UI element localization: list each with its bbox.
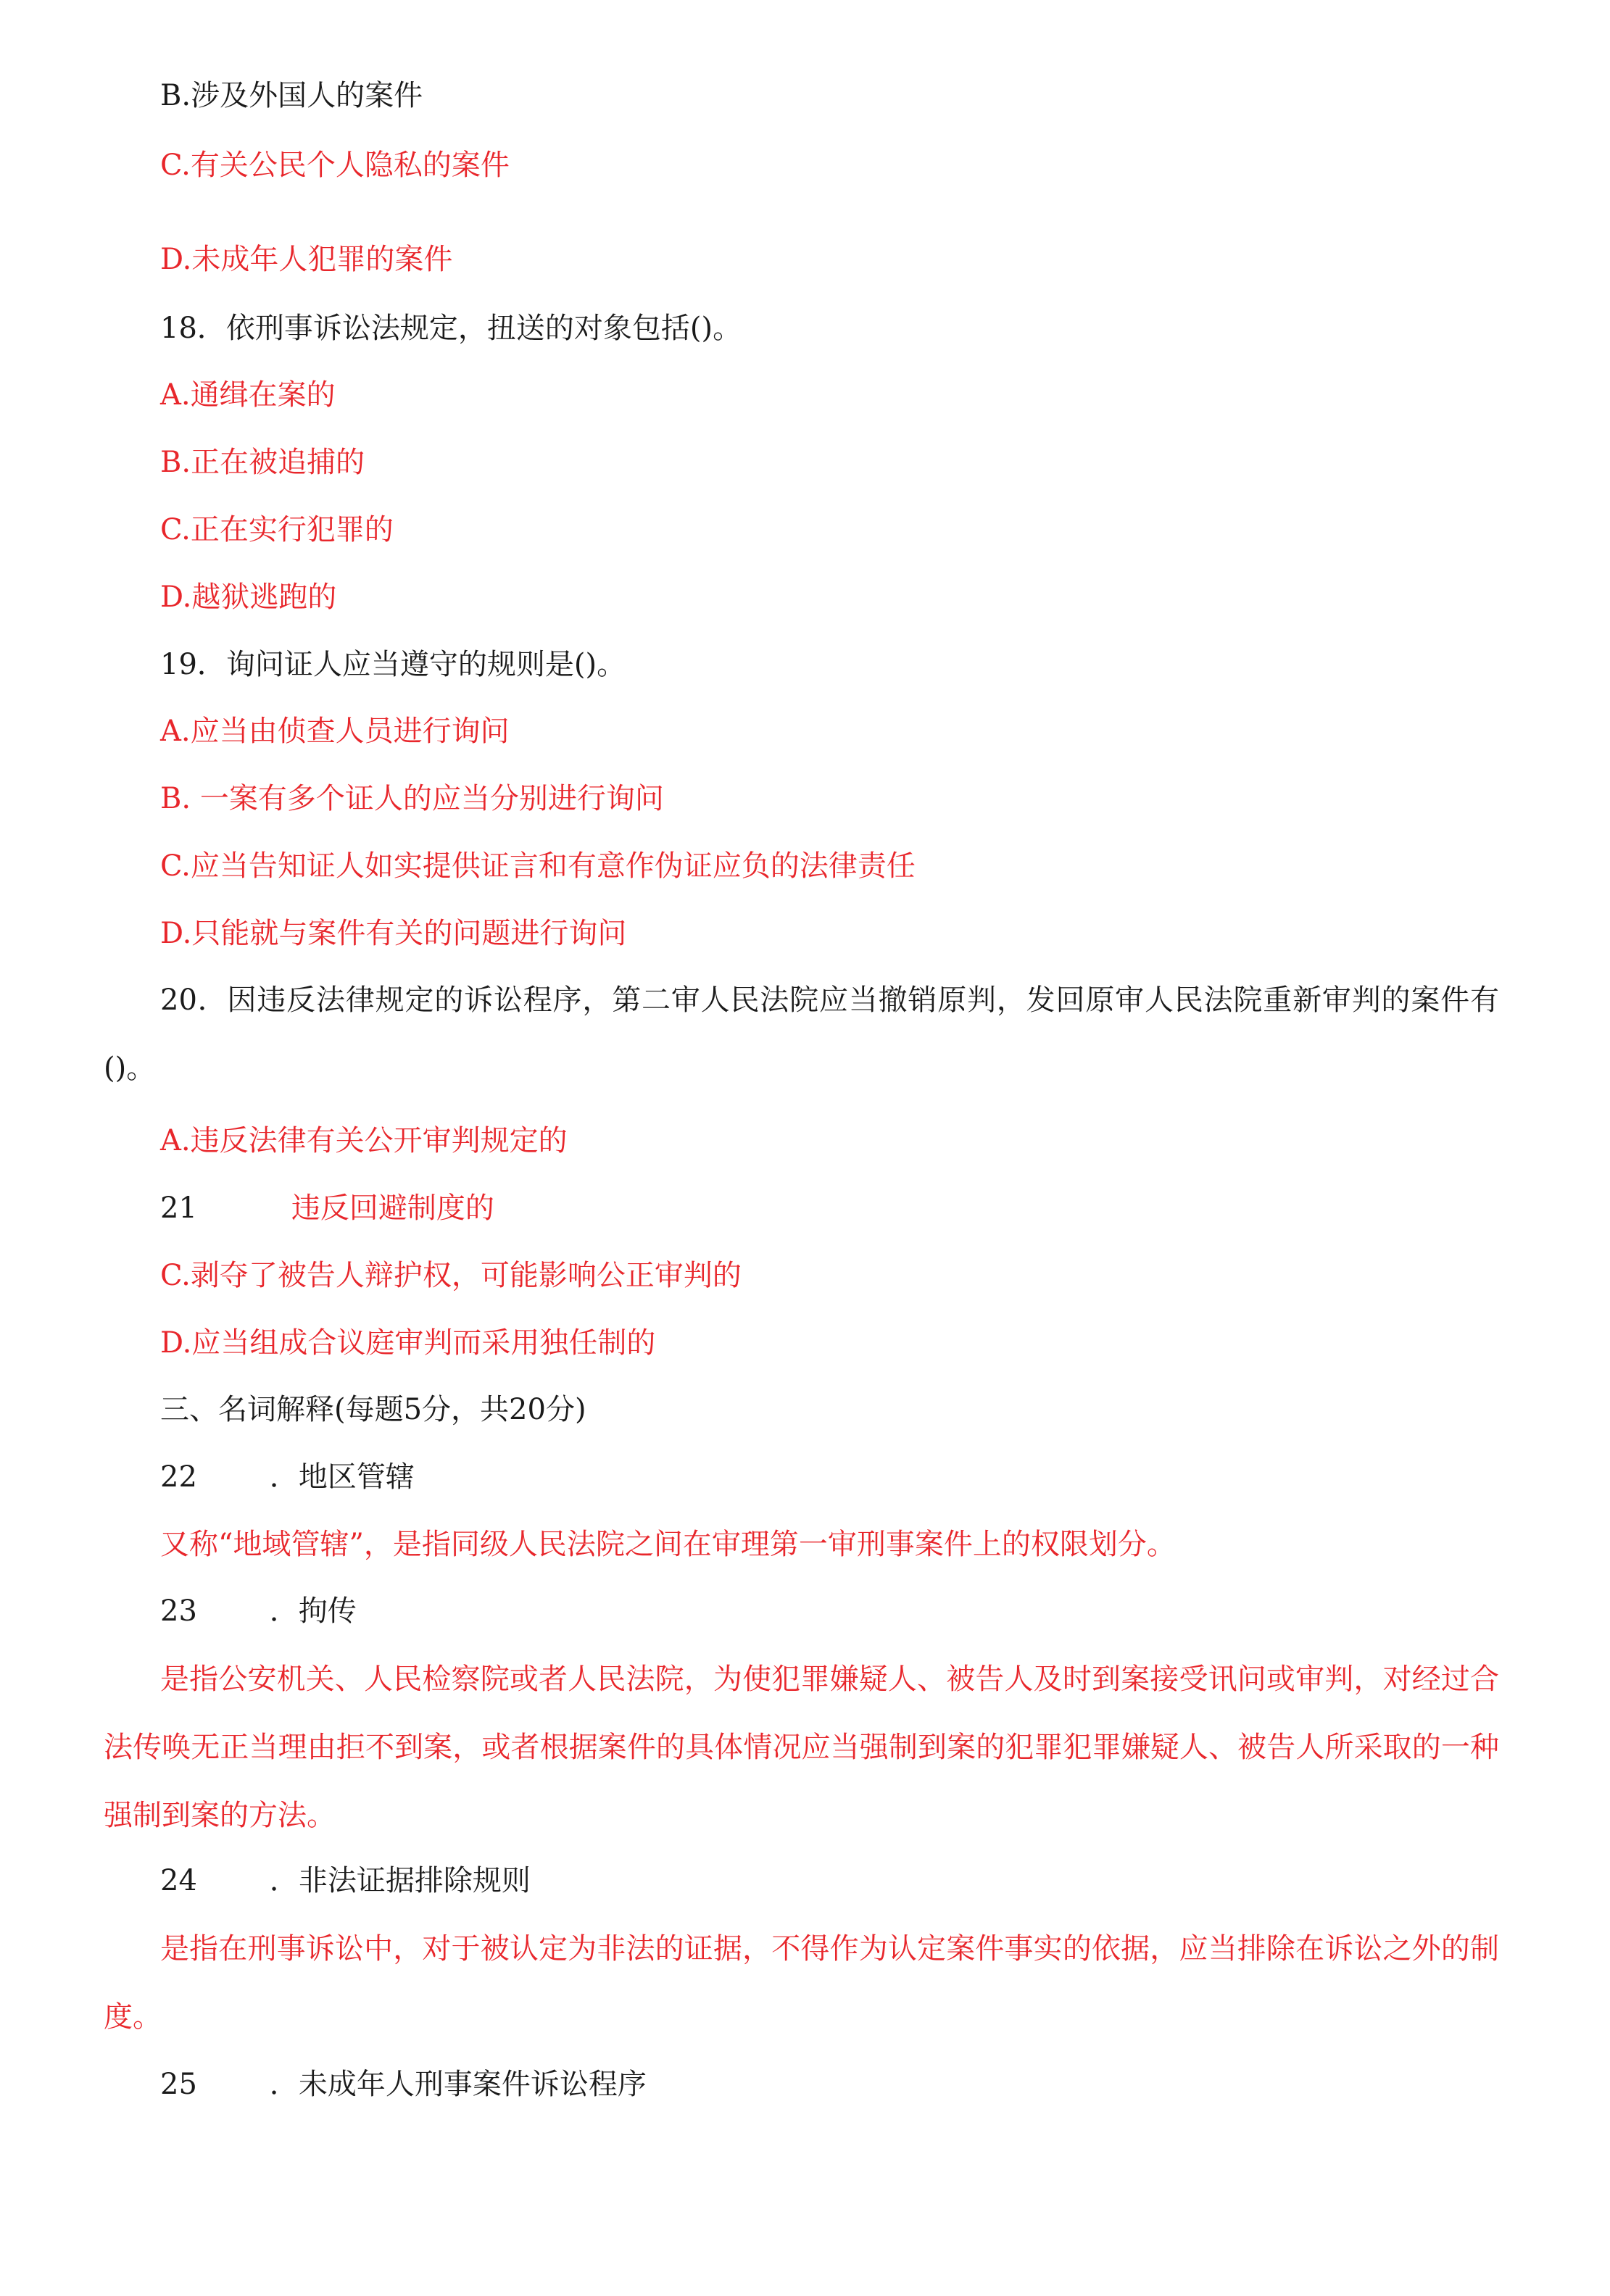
q20-option-b-number: 21 (160, 1191, 197, 1225)
q24-number: 24 (160, 1864, 197, 1897)
q17-option-d: D.未成年人犯罪的案件 (160, 243, 453, 276)
q23-number: 23 (160, 1594, 197, 1628)
q17-option-c: C.有关公民个人隐私的案件 (160, 149, 510, 182)
q19-option-c: C.应当告知证人如实提供证言和有意作伪证应负的法律责任 (160, 849, 916, 883)
section-heading: 三、名词解释(每题5分，共20分) (160, 1393, 586, 1426)
q20-option-d: D.应当组成合议庭审判而采用独任制的 (160, 1326, 656, 1360)
q18-option-d: D.越狱逃跑的 (160, 581, 337, 614)
q19-option-d: D.只能就与案件有关的问题进行询问 (160, 917, 627, 950)
q24-term-text: ．非法证据排除规则 (269, 1864, 531, 1897)
q25-term-text: ．未成年人刑事案件诉讼程序 (269, 2068, 647, 2101)
q20-question: 20．因违反法律规定的诉讼程序，第二审人民法院应当撤销原判，发回原审人民法院重新审判的案件有()。 (104, 983, 1499, 1085)
q23-term (160, 1593, 357, 1629)
q25-term (160, 2066, 647, 2102)
q20-option-b (160, 1190, 494, 1226)
q18-option-c: C.正在实行犯罪的 (160, 513, 394, 546)
q18-question: 18．依刑事诉讼法规定，扭送的对象包括()。 (160, 312, 742, 345)
q20-option-a: A.违反法律有关公开审判规定的 (160, 1124, 568, 1157)
q22-term (160, 1459, 415, 1495)
q22-number: 22 (160, 1460, 197, 1494)
q23-term-text: ．拘传 (269, 1594, 357, 1628)
q19-option-a: A.应当由侦查人员进行询问 (160, 715, 510, 748)
q18-option-b: B.正在被追捕的 (160, 446, 365, 479)
q22-term-text: ．地区管辖 (269, 1460, 415, 1494)
q25-number: 25 (160, 2068, 197, 2101)
q20-option-c: C.剥夺了被告人辩护权，可能影响公正审判的 (160, 1259, 742, 1292)
q20-option-b-text: 违反回避制度的 (291, 1191, 494, 1225)
q19-option-b: B. 一案有多个证人的应当分别进行询问 (160, 782, 664, 815)
q23-answer: 是指公安机关、人民检察院或者人民法院，为使犯罪嫌疑人、被告人及时到案接受讯问或审判，对经过合法传唤无正当理由拒不到案，或者根据案件的具体情况应当强制到案的犯罪犯罪嫌疑人、被告人所采取的一种强制到案的方法。 (104, 1663, 1499, 1832)
q22-answer: 又称“地域管辖”，是指同级人民法院之间在审理第一审刑事案件上的权限划分。 (160, 1528, 1176, 1561)
q18-option-a: A.通缉在案的 (160, 378, 336, 412)
q19-question: 19．询问证人应当遵守的规则是()。 (160, 648, 626, 681)
q24-term (160, 1863, 531, 1899)
q17-option-b: B.涉及外国人的案件 (160, 79, 423, 112)
q24-answer: 是指在刑事诉讼中，对于被认定为非法的证据，不得作为认定案件事实的依据，应当排除在诉讼之外的制度。 (104, 1932, 1499, 2034)
